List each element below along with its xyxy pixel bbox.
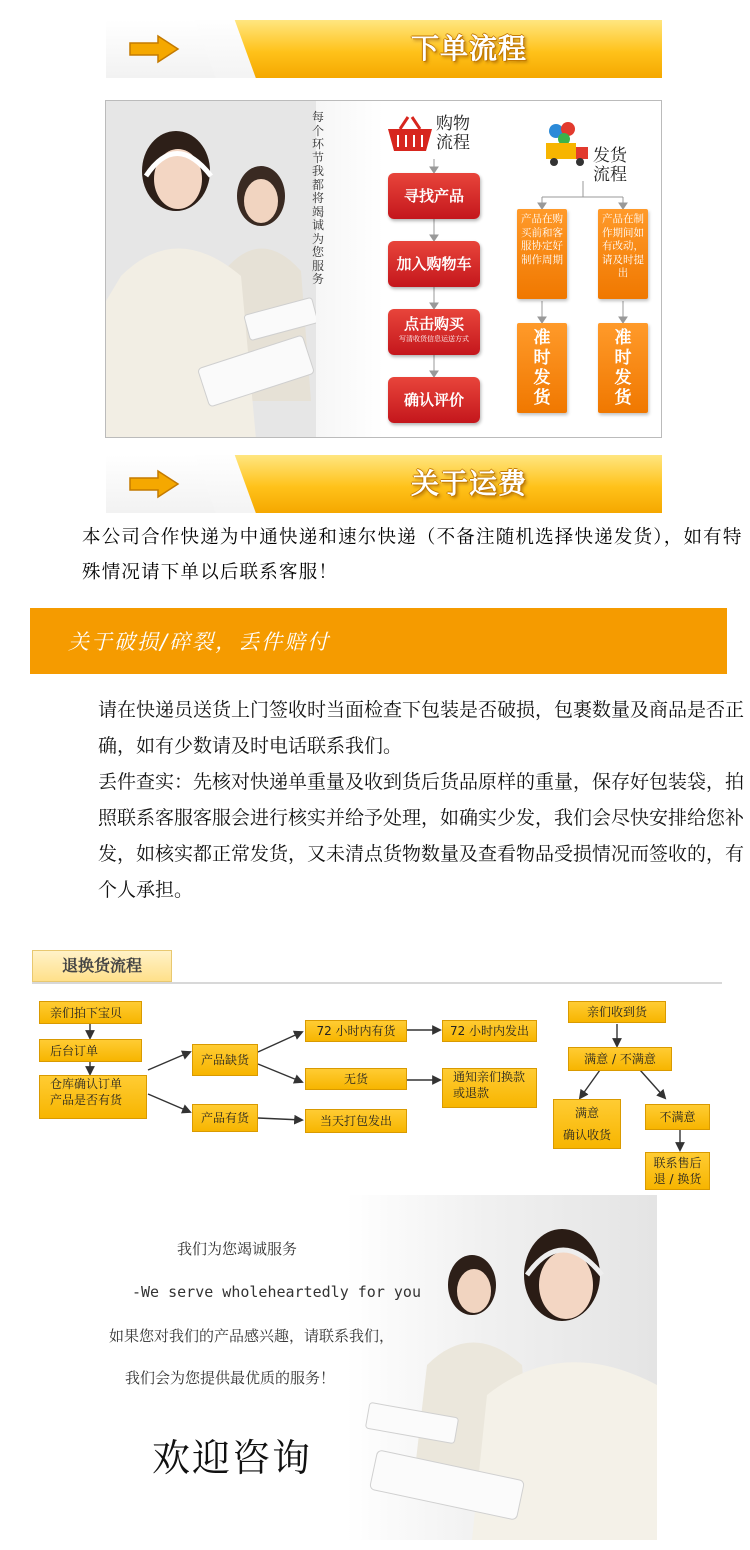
banner-title: 关于运费 bbox=[410, 467, 527, 500]
flow-satisfied-line2: 确认收货 bbox=[562, 1128, 611, 1142]
damage-paragraph-2: 丢件查实：先核对快递单重量及收到货后货品原样的重量，保存好包装袋，拍照联系客服客服会进行核实并给予处理，如确实少发，我们会尽快安排给您补发，如核实都正常发货，又未清点货物数量及查看物品受损情况而签收的，有个人承担。 bbox=[98, 771, 745, 901]
shipping-fee-banner bbox=[106, 455, 662, 513]
process-connectors bbox=[106, 101, 662, 438]
flow-warehouse-confirm-line1: 仓库确认订单 bbox=[50, 1077, 123, 1091]
flow-stock-in-72h: 72 小时内有货 bbox=[305, 1020, 407, 1042]
flow-no-stock: 无货 bbox=[305, 1068, 407, 1090]
damage-heading: 关于破损/碎裂，丢件赔付 bbox=[68, 630, 331, 654]
welcome-consult: 欢迎咨询 bbox=[152, 1436, 313, 1480]
order-process-banner bbox=[106, 20, 662, 78]
damage-body bbox=[98, 692, 746, 908]
flow-warehouse-confirm-line2: 产品是否有货 bbox=[50, 1093, 123, 1107]
service-line-1: 我们为您竭诚服务 bbox=[177, 1240, 298, 1258]
flow-received: 亲们收到货 bbox=[568, 1001, 666, 1023]
step-click-buy-sub: 写清收货信息运送方式 bbox=[399, 335, 469, 343]
flow-out-of-stock: 产品缺货 bbox=[192, 1044, 258, 1076]
ship-note-before-purchase bbox=[517, 209, 567, 299]
step-click-buy bbox=[388, 309, 480, 355]
service-line-2: -We serve wholeheartedly for you bbox=[132, 1283, 421, 1301]
ship-ontime-1 bbox=[517, 323, 567, 413]
damage-heading-bar bbox=[30, 608, 727, 674]
returns-divider bbox=[32, 982, 722, 984]
flow-unsatisfied: 不满意 bbox=[645, 1104, 710, 1130]
step-click-buy-label: 点击购买 bbox=[403, 315, 464, 333]
shopping-process-title: 购物流程 bbox=[436, 114, 470, 153]
freight-text: 本公司合作快递为中通快递和速尔快递（不备注随机选择快递发货），如有特殊情况请下单以后联系客服！ bbox=[82, 527, 743, 583]
step-add-to-cart: 加入购物车 bbox=[388, 241, 480, 287]
flow-in-stock: 产品有货 bbox=[192, 1104, 258, 1132]
step-find-product: 寻找产品 bbox=[388, 173, 480, 219]
arrow-right-icon bbox=[128, 469, 180, 499]
customer-service-image bbox=[92, 1195, 657, 1540]
ship-note-during-production bbox=[598, 209, 648, 299]
arrow-right-icon bbox=[128, 34, 180, 64]
service-vertical-text: 每个环节我都将竭诚为您服务 bbox=[311, 110, 324, 286]
flow-ship-same-day: 当天打包发出 bbox=[305, 1109, 407, 1133]
flow-contact-after-sales bbox=[645, 1152, 710, 1190]
ship-ontime-1-text: 准时发货 bbox=[533, 328, 551, 408]
flow-backend-order: 后台订单 bbox=[39, 1039, 142, 1062]
flow-warehouse-confirm bbox=[39, 1075, 147, 1119]
flow-notify-exchange bbox=[442, 1068, 537, 1108]
ship-note-before-text: 产品在购买前和客服协定好制作周期 bbox=[521, 213, 563, 266]
step-confirm-review: 确认评价 bbox=[388, 377, 480, 423]
damage-paragraph-1: 请在快递员送货上门签收时当面检查下包装是否破损，包裹数量及商品是否正确，如有少数请及时电话联系我们。 bbox=[98, 699, 745, 757]
flow-notify-line2: 或退款 bbox=[453, 1086, 490, 1100]
shipping-process-title: 发货流程 bbox=[593, 146, 627, 185]
flow-after-sales-line2: 退 / 换货 bbox=[653, 1172, 702, 1186]
flow-notify-line1: 通知亲们换款 bbox=[453, 1070, 526, 1084]
ship-ontime-2-text: 准时发货 bbox=[614, 328, 632, 408]
service-line-4: 我们会为您提供最优质的服务！ bbox=[125, 1369, 336, 1387]
returns-title: 退换货流程 bbox=[32, 950, 172, 982]
ship-ontime-2 bbox=[598, 323, 648, 413]
service-line-3: 如果您对我们的产品感兴趣，请联系我们， bbox=[109, 1327, 395, 1345]
flow-order-placed: 亲们拍下宝贝 bbox=[39, 1001, 142, 1024]
ship-note-during-text: 产品在制作期间如有改动，请及时提出 bbox=[602, 213, 644, 279]
flow-ship-in-72h: 72 小时内发出 bbox=[442, 1020, 537, 1042]
banner-title: 下单流程 bbox=[410, 32, 527, 65]
flow-satisfied-or-not: 满意 / 不满意 bbox=[568, 1047, 672, 1071]
flow-satisfied-line1: 满意 bbox=[574, 1106, 599, 1120]
flow-satisfied bbox=[553, 1099, 621, 1149]
flow-after-sales-line1: 联系售后 bbox=[653, 1156, 702, 1170]
shopping-process-image bbox=[105, 100, 662, 438]
